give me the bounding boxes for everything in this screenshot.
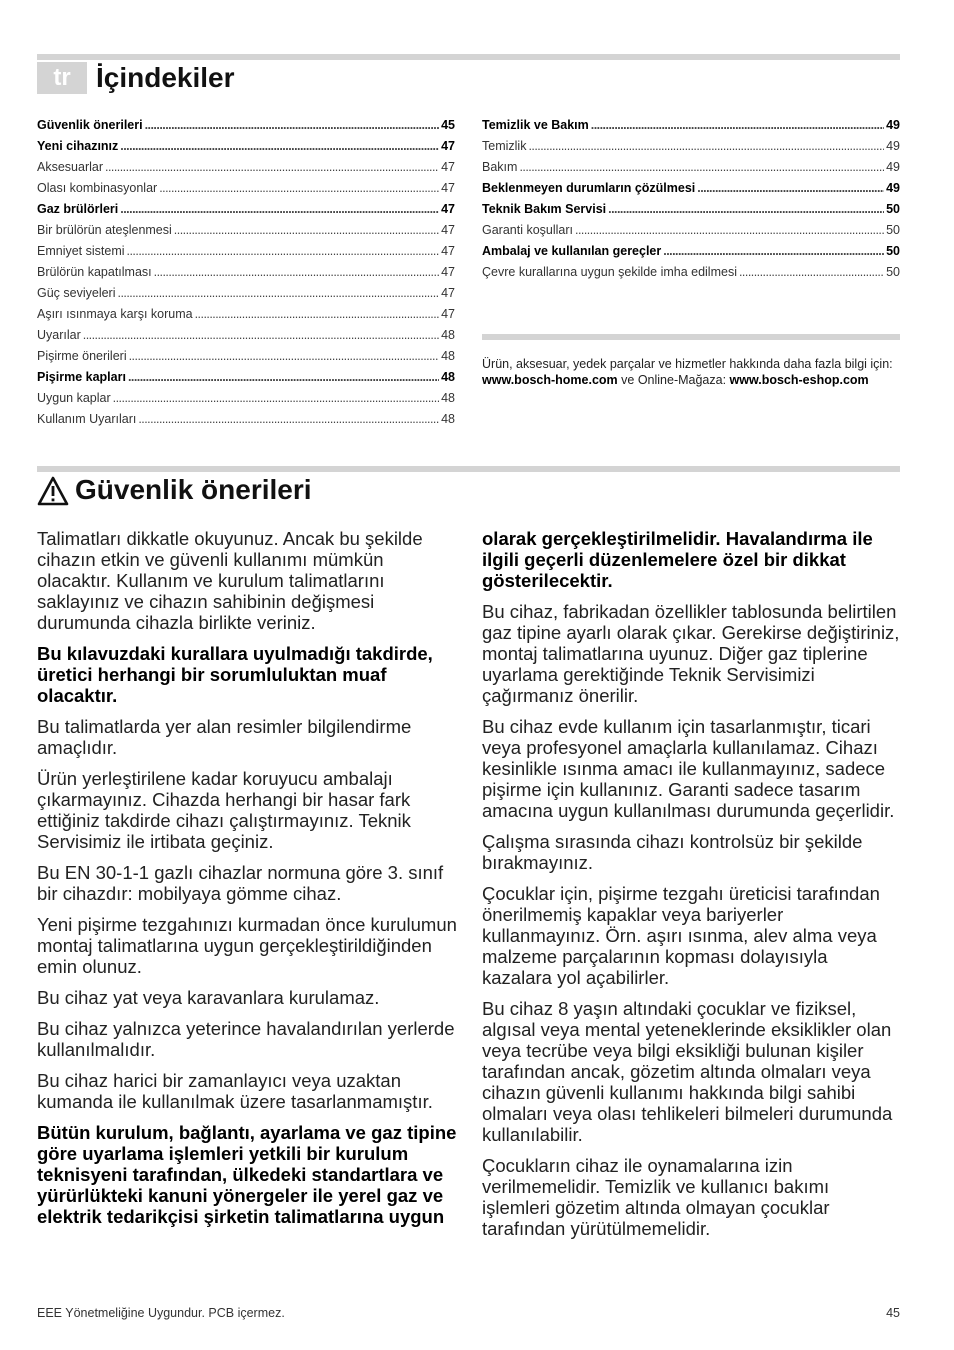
toc-leader-dots xyxy=(154,262,439,283)
safety-paragraph: Bu cihaz yat veya karavanlara kurulamaz. xyxy=(37,987,380,1008)
safety-paragraph: Çocuklar için, pişirme tezgahı üreticisi tarafından önerilmemiş kapaklar veya bariyerler kullanmayınız. Örn. aşırı ısınma, alev alma veya malzeme parçalarının kopması dolayısıyla kazalara yol açabilirler. xyxy=(482,883,880,988)
safety-paragraph: Ürün yerleştirilene kadar koruyucu ambalajı çıkarmayınız. Cihazda herhangi bir hasar fark ettiğiniz takdirde cihazı çalıştırmayınız. Teknik Servisimiz ile irtibata geçiniz. xyxy=(37,768,411,852)
toc-entry-page: 47 xyxy=(441,265,455,279)
toc-entry-title: Emniyet sistemi xyxy=(37,244,125,258)
toc-entry-page: 49 xyxy=(886,139,900,153)
bosch-home-link[interactable]: www.bosch-home.com xyxy=(482,373,618,387)
toc-leader-dots xyxy=(128,367,439,388)
toc-entry-title: Garanti koşulları xyxy=(482,223,574,237)
safety-paragraph: Bu cihaz, fabrikadan özellikler tablosunda belirtilen gaz tipine ayarlı olarak çıkar. Gerekirse değiştiriniz, montaj talimatlarına uyunuz. Diğer gaz tiplerine uyarlama gerektiğinde Teknik Servisimizi çağırmanız önerilir. xyxy=(482,601,900,706)
toc-entry[interactable] xyxy=(482,157,900,178)
toc-entry-title: Aşırı ısınmaya karşı koruma xyxy=(37,307,193,321)
toc-entry-title: Bakım xyxy=(482,160,518,174)
toc-entry[interactable] xyxy=(37,220,455,241)
toc-entry-title: Kullanım Uyarıları xyxy=(37,412,137,426)
page-title: İçindekiler xyxy=(96,62,235,93)
safety-paragraph: Bu cihaz yalnızca yeterince havalandırılan yerlerde kullanılmalıdır. xyxy=(37,1018,455,1060)
safety-paragraph: olarak gerçekleştirilmelidir. Havalandırma ile ilgili geçerli düzenlemelere özel bir dikkat gösterilecektir. xyxy=(482,528,873,591)
toc-entry[interactable] xyxy=(482,199,900,220)
toc-entry-title: Pişirme kapları xyxy=(37,370,126,384)
toc-entry[interactable] xyxy=(37,283,455,304)
toc-entry-title: Güvenlik önerileri xyxy=(37,118,143,132)
toc-entry-page: 49 xyxy=(886,160,900,174)
toc-entry-page: 50 xyxy=(886,223,900,237)
toc-entry-page: 48 xyxy=(441,370,455,384)
toc-entry-page: 47 xyxy=(441,307,455,321)
safety-paragraph: Bu EN 30-1-1 gazlı cihazlar normuna göre 3. sınıf bir cihazdır: mobilyaya gömme cihaz. xyxy=(37,862,444,904)
toc-leader-dots xyxy=(118,283,440,304)
toc-entry-page: 49 xyxy=(886,118,900,132)
safety-paragraph: Bu talimatlarda yer alan resimler bilgilendirme amaçlıdır. xyxy=(37,716,412,758)
safety-right-column xyxy=(482,528,902,1249)
toc-entry[interactable] xyxy=(37,346,455,367)
toc-entry[interactable] xyxy=(482,115,900,136)
safety-paragraph: Yeni pişirme tezgahınızı kurmadan önce kurulumun montaj talimatlarına uygun gerçekleştirildiğinden emin olunuz. xyxy=(37,914,457,977)
toc-leader-dots xyxy=(195,304,439,325)
toc-entry[interactable] xyxy=(482,136,900,157)
toc-leader-dots xyxy=(739,262,884,283)
toc-entry[interactable] xyxy=(37,304,455,325)
safety-paragraph: Çocukların cihaz ile oynamalarına izin verilmemelidir. Temizlik ve kullanıcı bakımı işlemleri gözetim altında olmayan çocuklar tarafından yürütülmemelidir. xyxy=(482,1155,830,1239)
toc-right-column xyxy=(482,115,900,283)
toc-leader-dots xyxy=(127,241,440,262)
toc-entry[interactable] xyxy=(37,178,455,199)
toc-entry-title: Aksesuarlar xyxy=(37,160,103,174)
toc-entry[interactable] xyxy=(37,367,455,388)
toc-leader-dots xyxy=(138,409,439,430)
toc-entry[interactable] xyxy=(37,115,455,136)
toc-entry-title: Teknik Bakım Servisi xyxy=(482,202,607,216)
toc-entry-page: 48 xyxy=(441,328,455,342)
toc-entry-page: 49 xyxy=(886,181,900,195)
toc-entry-title: Temizlik ve Bakım xyxy=(482,118,589,132)
toc-entry[interactable] xyxy=(482,178,900,199)
toc-entry[interactable] xyxy=(37,199,455,220)
toc-entry-title: Güç seviyeleri xyxy=(37,286,116,300)
toc-leader-dots xyxy=(697,178,884,199)
toc-leader-dots xyxy=(519,157,884,178)
toc-entry[interactable] xyxy=(37,262,455,283)
info-divider xyxy=(482,334,900,340)
toc-entry-page: 47 xyxy=(441,286,455,300)
toc-leader-dots xyxy=(120,136,439,157)
toc-leader-dots xyxy=(608,199,884,220)
toc-leader-dots xyxy=(528,136,884,157)
toc-leader-dots xyxy=(83,325,439,346)
safety-paragraph: Bu cihaz evde kullanım için tasarlanmıştır, ticari veya profesyonel amaçlarla kullanılamaz. Cihazı kesinlikle ısınma amacı ile kullanmayınız, sadece pişirme için kullanınız. Garanti sadece tasarım amacına uygun kullanılması durumunda geçerlidir. xyxy=(482,716,895,821)
toc-entry-page: 47 xyxy=(441,202,455,216)
toc-entry-page: 50 xyxy=(886,265,900,279)
toc-entry-page: 47 xyxy=(441,223,455,237)
info-text-2: ve Online-Mağaza: xyxy=(617,373,730,387)
toc-leader-dots xyxy=(159,178,439,199)
toc-entry-title: Uygun kaplar xyxy=(37,391,111,405)
toc-entry-page: 48 xyxy=(441,349,455,363)
info-text-1: Ürün, aksesuar, yedek parçalar ve hizmetler hakkında daha fazla bilgi için: xyxy=(482,357,893,371)
toc-entry-page: 47 xyxy=(441,160,455,174)
toc-entry-page: 47 xyxy=(441,244,455,258)
toc-entry[interactable] xyxy=(37,325,455,346)
toc-entry-title: Yeni cihazınız xyxy=(37,139,119,153)
toc-entry-page: 47 xyxy=(441,139,455,153)
footer-note: EEE Yönetmeliğine Uygundur. PCB içermez. xyxy=(37,1306,285,1320)
toc-entry[interactable] xyxy=(482,241,900,262)
toc-entry[interactable] xyxy=(37,409,455,430)
toc-entry[interactable] xyxy=(482,262,900,283)
toc-entry[interactable] xyxy=(37,241,455,262)
toc-leader-dots xyxy=(129,346,439,367)
safety-left-column xyxy=(37,528,457,1237)
safety-paragraph: Bütün kurulum, bağlantı, ayarlama ve gaz tipine göre uyarlama işlemleri yetkili bir kurulum teknisyeni tarafından, ülkedeki standartlara ve yürürlükteki kanuni yönergeler ile yerel gaz ve elektrik tedarikçisi şirketin talimatlarına uygun xyxy=(37,1122,457,1227)
toc-entry[interactable] xyxy=(37,157,455,178)
safety-paragraph: Çalışma sırasında cihazı kontrolsüz bir şekilde bırakmayınız. xyxy=(482,831,863,873)
toc-entry-title: Ambalaj ve kullanılan gereçler xyxy=(482,244,662,258)
toc-entry-page: 48 xyxy=(441,391,455,405)
toc-leader-dots xyxy=(575,220,884,241)
toc-entry-title: Uyarılar xyxy=(37,328,81,342)
safety-paragraph: Bu cihaz harici bir zamanlayıcı veya uzaktan kumanda ile kullanılmak üzere tasarlanmamıştır. xyxy=(37,1070,433,1112)
toc-entry-title: Gaz brülörleri xyxy=(37,202,119,216)
safety-section-title: Güvenlik önerileri xyxy=(75,474,312,505)
toc-entry-title: Temizlik xyxy=(482,139,527,153)
toc-leader-dots xyxy=(663,241,884,262)
toc-entry-page: 50 xyxy=(886,244,900,258)
warning-triangle-icon xyxy=(37,476,69,506)
toc-entry-page: 48 xyxy=(441,412,455,426)
toc-leader-dots xyxy=(174,220,439,241)
toc-leader-dots xyxy=(120,199,439,220)
toc-entry-title: Bir brülörün ateşlenmesi xyxy=(37,223,172,237)
toc-entry-page: 45 xyxy=(441,118,455,132)
toc-leader-dots xyxy=(591,115,884,136)
safety-paragraph: Bu cihaz 8 yaşın altındaki çocuklar ve fiziksel, algısal veya mental yeteneklerinde eksiklikler olan veya tecrübe veya bilgi eksikliği bulunan kişiler tarafından ancak, gözetim altında olmaları veya cihazın güvenli kullanımı hakkında bilgi sahibi olmaları veya olası tehlikeleri bilmeleri durumunda kullanılabilir. xyxy=(482,998,893,1145)
toc-leader-dots xyxy=(145,115,440,136)
toc-entry-title: Olası kombinasyonlar xyxy=(37,181,158,195)
page-number: 45 xyxy=(886,1306,900,1320)
toc-entry[interactable] xyxy=(37,136,455,157)
toc-entry-title: Pişirme önerileri xyxy=(37,349,127,363)
toc-entry-title: Brülörün kapatılması xyxy=(37,265,152,279)
language-badge: tr xyxy=(37,62,87,94)
safety-paragraph: Talimatları dikkatle okuyunuz. Ancak bu şekilde cihazın etkin ve güvenli kullanımı mümkün olacaktır. Kullanım ve kurulum talimatlarını saklayınız ve cihazın sahibinin değişmesi durumunda cihazla birlikte veriniz. xyxy=(37,528,423,633)
toc-leader-dots xyxy=(113,388,439,409)
toc-entry-page: 47 xyxy=(441,181,455,195)
toc-left-column xyxy=(37,115,455,430)
toc-entry[interactable] xyxy=(482,220,900,241)
bosch-eshop-link[interactable]: www.bosch-eshop.com xyxy=(729,373,869,387)
toc-entry-title: Beklenmeyen durumların çözülmesi xyxy=(482,181,696,195)
toc-leader-dots xyxy=(105,157,439,178)
info-text xyxy=(482,356,900,388)
toc-entry[interactable] xyxy=(37,388,455,409)
toc-entry-page: 50 xyxy=(886,202,900,216)
safety-paragraph: Bu kılavuzdaki kurallara uyulmadığı takdirde, üretici herhangi bir sorumluluktan muaf olacaktır. xyxy=(37,643,433,706)
toc-entry-title: Çevre kurallarına uygun şekilde imha edilmesi xyxy=(482,265,737,279)
